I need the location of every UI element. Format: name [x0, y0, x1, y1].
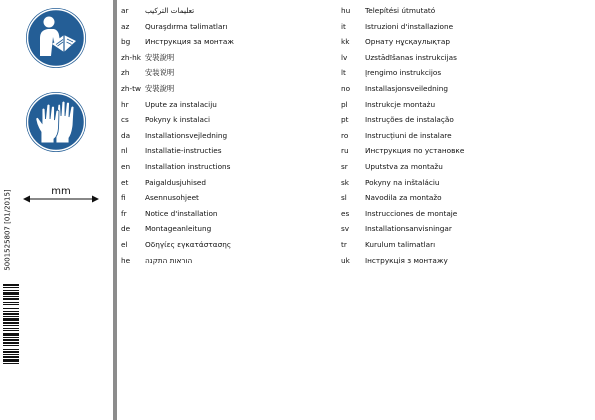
language-instruction-text: Installatie-instructies — [145, 146, 222, 156]
language-row — [121, 22, 234, 38]
language-instruction-text: Installation instructions — [145, 161, 231, 171]
language-instruction-text: Installationsanvisningar — [365, 224, 452, 234]
dimension-unit-label: mm — [51, 186, 71, 197]
language-code: hr — [121, 99, 129, 109]
language-row — [121, 162, 234, 178]
language-code: ro — [341, 130, 349, 140]
language-instruction-text: Quraşdırma təlimatları — [145, 21, 228, 31]
language-row — [341, 37, 464, 53]
dimension-indicator — [22, 186, 100, 210]
language-instruction-text: Telepítési útmutató — [365, 6, 436, 15]
language-row — [121, 53, 234, 69]
language-code: sk — [341, 177, 350, 187]
language-row — [121, 193, 234, 209]
language-instruction-text: Istruzioni d'installazione — [365, 21, 454, 31]
language-code: tr — [341, 239, 347, 249]
language-row — [341, 100, 464, 116]
language-code: da — [121, 130, 131, 140]
language-instruction-text: Instrukcje montażu — [365, 99, 436, 109]
language-row — [121, 84, 234, 100]
language-instruction-text: Instruções de instalação — [365, 115, 454, 125]
language-code: et — [121, 177, 129, 187]
language-row — [121, 6, 234, 22]
language-instruction-text: Įrengimo instrukcijos — [365, 68, 442, 78]
language-row — [121, 131, 234, 147]
language-row — [121, 178, 234, 194]
language-code: ar — [121, 6, 129, 15]
left-panel — [0, 0, 115, 420]
language-code: lt — [341, 68, 346, 78]
language-row — [121, 209, 234, 225]
language-row — [121, 240, 234, 256]
language-instruction-text: Инструкция по установке — [365, 146, 465, 156]
language-row — [341, 131, 464, 147]
language-instruction-text: تعليمات التركيب — [145, 6, 195, 15]
language-code: es — [341, 208, 350, 218]
language-row — [121, 115, 234, 131]
language-code: pl — [341, 99, 348, 109]
language-instruction-text: Орнату нұсқаулықтар — [365, 37, 450, 47]
language-row — [121, 100, 234, 116]
language-code: zh — [121, 68, 130, 78]
language-row — [341, 84, 464, 100]
wear-gloves-icon — [26, 92, 86, 152]
language-instruction-text: Paigaldusjuhised — [145, 177, 206, 187]
language-instruction-text: Pokyny k instalaci — [145, 115, 211, 125]
language-instruction-text: Montageanleitung — [145, 224, 212, 234]
language-row — [341, 6, 464, 22]
language-row — [121, 37, 234, 53]
language-code: lv — [341, 52, 348, 62]
language-code: bg — [121, 37, 131, 47]
language-instruction-text: Pokyny na inštaláciu — [365, 177, 440, 187]
language-code: hu — [341, 6, 351, 15]
language-instruction-text: Navodila za montažo — [365, 193, 442, 203]
language-instruction-text: Οδηγίες εγκατάστασης — [145, 239, 232, 249]
language-code: sl — [341, 193, 347, 203]
barcode-icon — [3, 283, 19, 413]
language-row — [341, 162, 464, 178]
language-instruction-text: 安裝說明 — [145, 52, 175, 62]
language-code: sv — [341, 224, 350, 234]
language-row — [341, 146, 464, 162]
double-arrow-icon — [22, 186, 100, 210]
language-row — [341, 115, 464, 131]
language-code: ru — [341, 146, 349, 156]
language-instruction-text: Uputstva za montažu — [365, 161, 443, 171]
language-code: zh-tw — [121, 83, 141, 93]
language-row — [341, 193, 464, 209]
language-code: el — [121, 239, 128, 249]
language-code: pt — [341, 115, 349, 125]
language-instruction-text: Upute za instalaciju — [145, 99, 217, 109]
language-instruction-text: Notice d'installation — [145, 208, 218, 218]
language-row — [341, 209, 464, 225]
language-list-left — [121, 6, 234, 271]
language-instruction-text: הוראות התקנה — [145, 255, 193, 265]
language-code: uk — [341, 255, 350, 265]
language-code: no — [341, 83, 351, 93]
language-code: it — [341, 21, 346, 31]
language-row — [121, 256, 234, 272]
language-instruction-text: Instrucțiuni de instalare — [365, 130, 452, 140]
language-code: de — [121, 224, 131, 234]
language-instruction-text: Asennusohjeet — [145, 193, 199, 203]
language-row — [341, 68, 464, 84]
language-code: fr — [121, 208, 127, 218]
language-row — [121, 146, 234, 162]
language-instruction-text: Uzstādīšanas instrukcijas — [365, 52, 457, 62]
language-row — [341, 178, 464, 194]
language-code: cs — [121, 115, 129, 125]
language-instruction-text: Инструкция за монтаж — [145, 37, 234, 47]
language-row — [341, 256, 464, 272]
document-code-text: 5001525807 [01/2015] — [3, 189, 12, 271]
language-code: sr — [341, 161, 348, 171]
language-row — [121, 68, 234, 84]
vertical-divider — [113, 0, 117, 420]
language-row — [121, 224, 234, 240]
language-code: fi — [121, 193, 126, 203]
language-code: nl — [121, 146, 128, 156]
language-instruction-text: 安装说明 — [145, 68, 175, 78]
language-code: en — [121, 161, 131, 171]
language-row — [341, 224, 464, 240]
language-code: az — [121, 21, 130, 31]
language-row — [341, 240, 464, 256]
language-instruction-text: Instrucciones de montaje — [365, 208, 458, 218]
language-code: he — [121, 255, 131, 265]
document-code — [3, 180, 13, 280]
language-instruction-text: 安裝說明 — [145, 83, 175, 93]
read-manual-icon — [26, 8, 86, 68]
language-list-right — [341, 6, 464, 271]
language-row — [341, 22, 464, 38]
language-row — [341, 53, 464, 69]
language-instruction-text: Інструкція з монтажу — [365, 255, 448, 265]
language-instruction-text: Installationsvejledning — [145, 130, 228, 140]
language-instruction-text: Kurulum talimatları — [365, 239, 436, 249]
language-code: kk — [341, 37, 350, 47]
language-instruction-text: Installasjonsveiledning — [365, 83, 449, 93]
language-code: zh-hk — [121, 52, 141, 62]
